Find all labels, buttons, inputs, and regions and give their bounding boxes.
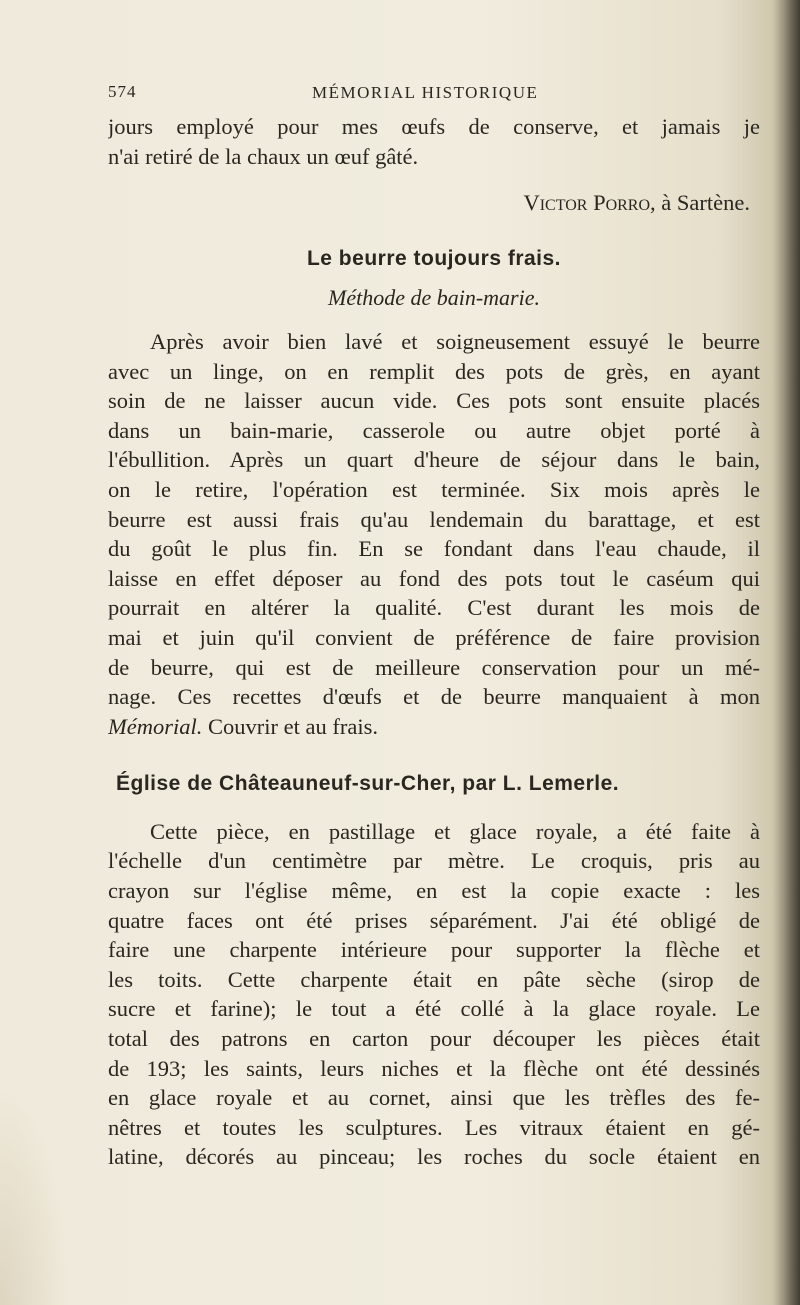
text-line: l'ébullition. Après un quart d'heure de séjour dans le bain, xyxy=(108,447,760,473)
text-line: mai et juin qu'il convient de préférence de faire provision xyxy=(108,624,760,650)
page-number: 574 xyxy=(108,82,137,101)
author-signature xyxy=(108,188,760,218)
signature-first-name: Victor xyxy=(523,190,588,216)
continuation-paragraph xyxy=(108,112,760,171)
text-line: pourrait en altérer la qualité. C'est durant les mois de xyxy=(108,595,760,621)
text-line: dans un bain-marie, casserole ou autre objet porté à xyxy=(108,417,760,443)
text-line xyxy=(108,712,760,742)
butter-paragraph xyxy=(108,327,760,741)
section-subheading-method: Méthode de bain-marie. xyxy=(328,285,540,311)
signature-last-name: Porro xyxy=(593,190,651,216)
text-line: sucre et farine); le tout a été collé à la glace royale. Le xyxy=(108,996,760,1022)
text-line: beurre est aussi frais qu'au lendemain du barattage, et est xyxy=(108,506,760,532)
text-line: en glace royale et au cornet, ainsi que les trèfles des fe- xyxy=(108,1085,760,1111)
text-line: les toits. Cette charpente était en pâte sèche (sirop de xyxy=(108,966,760,992)
text-line: quatre faces ont été prises séparément. J'ai été obligé de xyxy=(108,907,760,933)
text-line: total des patrons en carton pour découper les pièces était xyxy=(108,1026,760,1052)
section-heading-butter: Le beurre toujours frais. xyxy=(306,246,562,270)
page-binding-shadow xyxy=(772,0,800,1305)
text-line: du goût le plus fin. En se fondant dans l'eau chaude, il xyxy=(108,536,760,562)
text-line: de 193; les saints, leurs niches et la flèche ont été dessinés xyxy=(108,1055,760,1081)
text-line: laisse en effet déposer au fond des pots tout le caséum qui xyxy=(108,565,760,591)
text-line: l'échelle d'un centimètre par mètre. Le croquis, pris au xyxy=(108,848,760,874)
text-line: n'ai retiré de la chaux un œuf gâté. xyxy=(108,143,419,169)
text-line: avec un linge, on en remplit des pots de grès, en ayant xyxy=(108,358,760,384)
running-title: MÉMORIAL HISTORIQUE xyxy=(312,83,539,102)
text-line: de beurre, qui est de meilleure conservation pour un mé- xyxy=(108,654,760,680)
section-heading-church: Église de Châteauneuf-sur-Cher, par L. Lemerle. xyxy=(116,772,620,796)
text-fragment: Couvrir et au frais. xyxy=(202,713,378,739)
memorial-title: Mémorial. xyxy=(108,713,203,739)
paper-stain xyxy=(0,1085,70,1305)
text-line: Cette pièce, en pastillage et glace royale, a été faite à xyxy=(150,818,760,844)
page-header xyxy=(108,82,758,106)
text-line: nêtres et toutes les sculptures. Les vitraux étaient en gé- xyxy=(108,1114,760,1140)
text-line: jours employé pour mes œufs de conserve, et jamais je xyxy=(108,114,760,139)
church-paragraph xyxy=(108,817,760,1172)
text-line: soin de ne laisser aucun vide. Ces pots sont ensuite placés xyxy=(108,388,760,414)
text-line: faire une charpente intérieure pour supporter la flèche et xyxy=(108,937,760,963)
text-line: crayon sur l'église même, en est la copie exacte : les xyxy=(108,878,760,904)
page-body xyxy=(108,112,760,1172)
text-line: latine, décorés au pinceau; les roches du socle étaient en xyxy=(108,1144,760,1170)
text-line: nage. Ces recettes d'œufs et de beurre manquaient à mon xyxy=(108,684,760,710)
text-line: Après avoir bien lavé et soigneusement essuyé le beurre xyxy=(150,328,760,354)
text-line: on le retire, l'opération est terminée. Six mois après le xyxy=(108,476,760,502)
signature-place: , à Sartène. xyxy=(650,190,750,216)
